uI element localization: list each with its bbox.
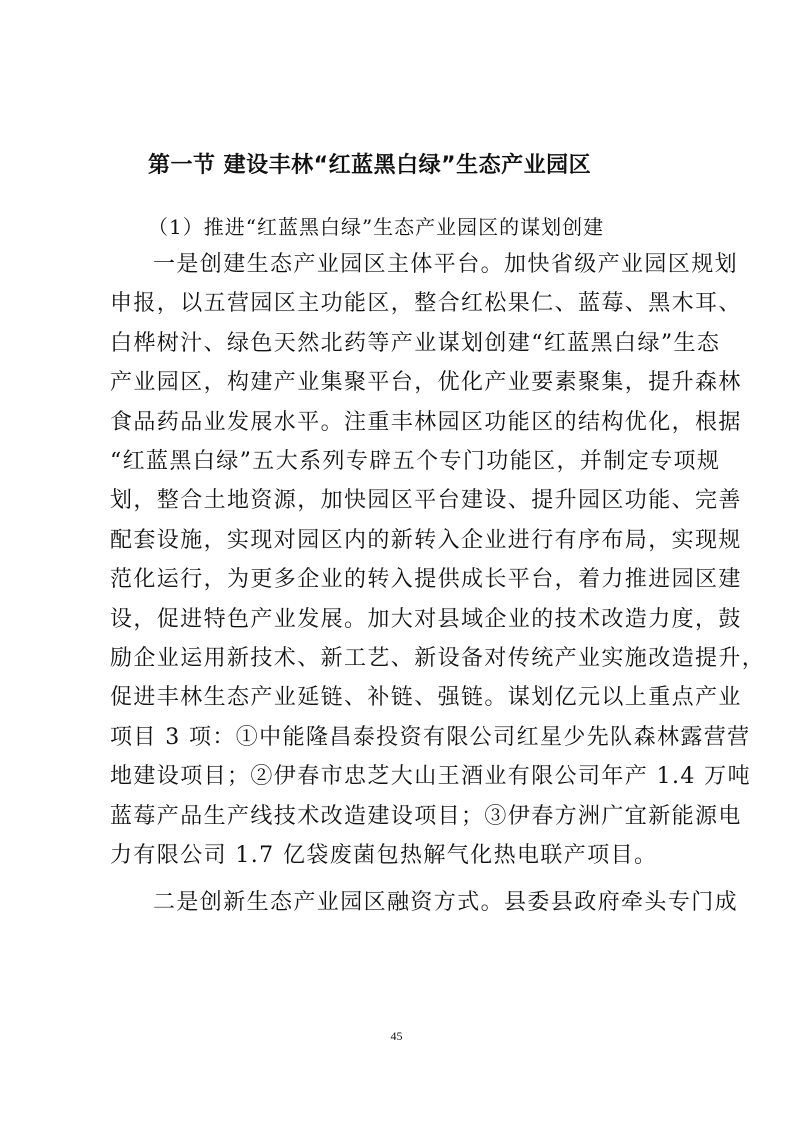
text-line: 设，促进特色产业发展。加大对县域企业的技术改造力度，鼓	[110, 606, 742, 632]
text-line: 地建设项目；②伊春市忠芝大山王酒业有限公司年产 1.4 万吨	[110, 764, 751, 790]
text-line: 二是创新生态产业园区融资方式。县委县政府牵头专门成	[153, 889, 739, 915]
subsection-heading: （1）推进“红蓝黑白绿”生态产业园区的谋划创建	[148, 215, 605, 239]
text-line: 白桦树汁、绿色天然北药等产业谋划创建“红蓝黑白绿”生态	[110, 330, 721, 356]
paragraph-1	[110, 245, 766, 876]
text-line: 促进丰林生态产业延链、补链、强链。谋划亿元以上重点产业	[110, 685, 742, 711]
text-line: “红蓝黑白绿”五大系列专辟五个专门功能区，并制定专项规	[110, 449, 721, 475]
paragraph-2	[110, 883, 739, 922]
text-line: 一是创建生态产业园区主体平台。加快省级产业园区规划	[153, 252, 739, 277]
text-line: 划，整合土地资源，加快园区平台建设、提升园区功能、完善	[110, 488, 742, 514]
page-number: 45	[390, 1029, 403, 1043]
body-text	[110, 245, 766, 922]
section-title: 第一节 建设丰林“红蓝黑白绿”生态产业园区	[148, 153, 592, 178]
text-line: 项目 3 项：①中能隆昌泰投资有限公司红星少先队森林露营营	[110, 724, 751, 750]
text-line: 励企业运用新技术、新工艺、新设备对传统产业实施改造提升，	[110, 646, 766, 672]
text-line: 产业园区，构建产业集聚平台，优化产业要素聚集，提升森林	[110, 370, 742, 396]
text-line: 食品药品业发展水平。注重丰林园区功能区的结构优化，根据	[110, 409, 742, 435]
text-line: 申报，以五营园区主功能区，整合红松果仁、蓝莓、黑木耳、	[110, 291, 742, 317]
text-line: 范化运行，为更多企业的转入提供成长平台，着力推进园区建	[110, 567, 742, 593]
text-line: 配套设施，实现对园区内的新转入企业进行有序布局，实现规	[110, 527, 742, 553]
text-line: 力有限公司 1.7 亿袋废菌包热解气化热电联产项目。	[110, 843, 658, 869]
text-line: 蓝莓产品生产线技术改造建设项目；③伊春方洲广宜新能源电	[110, 803, 742, 829]
